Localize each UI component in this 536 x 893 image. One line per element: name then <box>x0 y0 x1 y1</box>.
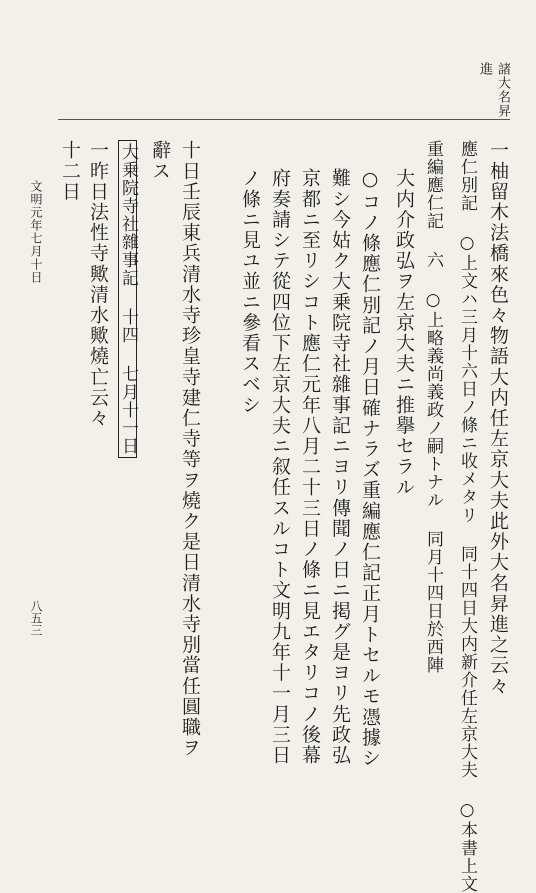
text-column-1: 一柚留木法橋來色々物語大内任左京大夫此外大名昇進之云々 <box>487 140 509 697</box>
page-number: 八五三 <box>29 600 43 636</box>
running-header-line1: 諸大名昇 <box>495 62 510 118</box>
text-column-8: 府奏請シテ從四位下左京大夫ニ叙任スルコト文明九年十一月三日 <box>269 168 291 766</box>
text-column-14: 十二日 <box>59 140 81 202</box>
text-column-7: 京都ニ至リシコト應仁元年八月二十三日ノ條ニ見エタリコノ後幕 <box>299 168 321 766</box>
text-column-13: 一昨日法性寺歟清水歟燒亡云々 <box>87 140 109 429</box>
text-column-9: ノ條ニ見ユ並ニ參看スベシ <box>239 168 261 416</box>
text-column-5: ○コノ條應仁別記ノ月日確ナラズ重編應仁記正月トセルモ憑據シ <box>359 168 381 769</box>
text-column-3: 重編應仁記 六 ○上略義尚義政ノ嗣トナル 同月十四日於西陣 <box>423 140 443 674</box>
header-rule <box>58 119 510 120</box>
text-column-10: 十日壬辰東兵清水寺珍皇寺建仁寺等ヲ燒ク是日清水寺別當任圓職ヲ <box>179 140 201 758</box>
text-column-4: 大内介政弘ヲ左京大夫ニ推擧セラル <box>393 168 415 498</box>
running-header-line2: 進 <box>477 62 492 76</box>
text-column-6: 難シ今姑ク大乗院寺社雜事記ニヨリ傳聞ノ日ニ掲グ是ヨリ先政弘 <box>329 168 351 766</box>
text-column-2: 應仁別記 ○上文ハ三月十六日ノ條ニ收メタリ 同十四日大内新介任左京大夫 ○本書上文 <box>457 140 477 893</box>
text-column-11: 辭ス <box>149 140 171 182</box>
text-column-12: 大乗院寺社雜事記 十四 七月十一日 <box>118 140 137 458</box>
side-caption: 文明元年七月十日 <box>29 180 43 284</box>
